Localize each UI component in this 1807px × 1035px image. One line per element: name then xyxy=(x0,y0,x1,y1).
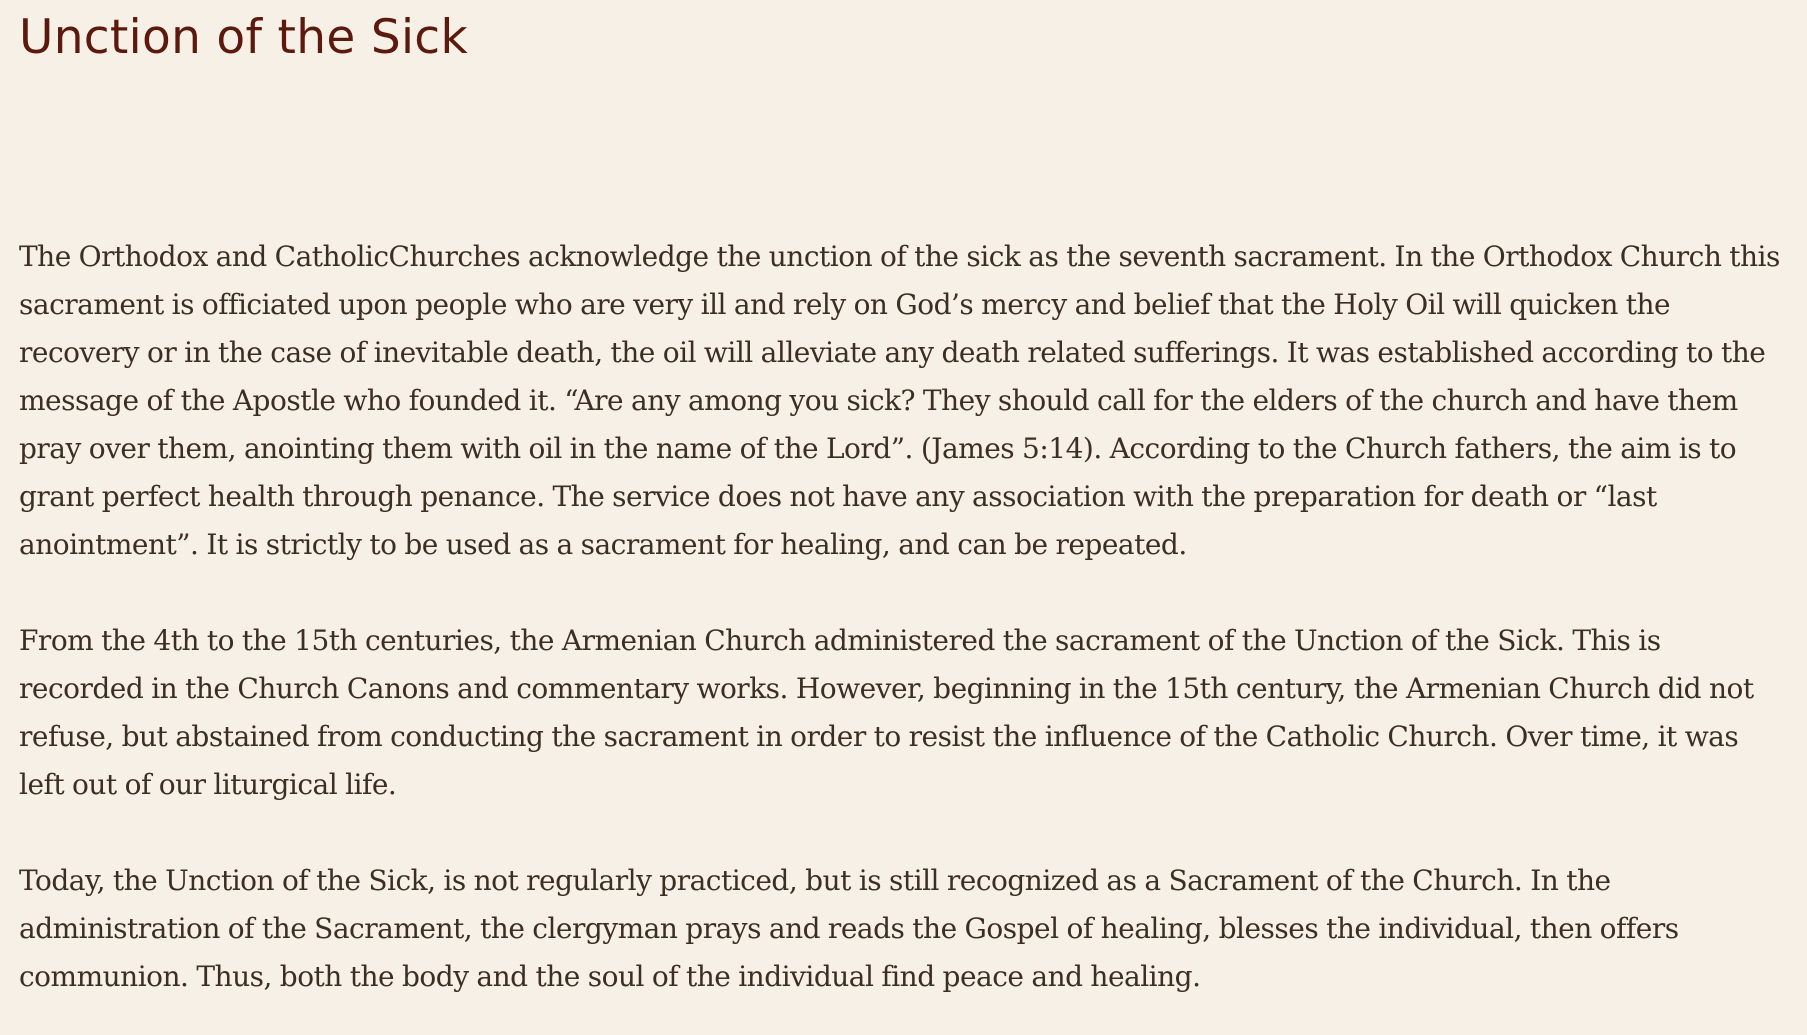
page-title: Unction of the Sick xyxy=(19,10,468,65)
paragraph-orthodox-catholic: The Orthodox and CatholicChurches acknowledge the unction of the sick as the seventh sacrament. In the Orthodox Church this sacrament is officiated upon people who are very ill and rely on God’s mercy and belief that the Holy Oil will quicken the recovery or in the case of inevitable death, the oil will alleviate any death related sufferings. It was established according to the message of the Apostle who founded it. “Are any among you sick? They should call for the elders of the church and have them pray over them, anointing them with oil in the name of the Lord”. (James 5:14). According to the Church fathers, the aim is to grant perfect health through penance. The service does not have any association with the preparation for death or “last anointment”. It is strictly to be used as a sacrament for healing, and can be repeated. xyxy=(19,240,1780,561)
paragraph-armenian-history: From the 4th to the 15th centuries, the Armenian Church administered the sacrament of the Unction of the Sick. This is recorded in the Church Canons and commentary works. However, beginning in the 15th century, the Armenian Church did not refuse, but abstained from conducting the sacrament in order to resist the influence of the Catholic Church. Over time, it was left out of our liturgical life. xyxy=(19,624,1754,801)
paragraph-today: Today, the Unction of the Sick, is not regularly practiced, but is still recognized as a Sacrament of the Church. In the administration of the Sacrament, the clergyman prays and reads the Gospel of healing, blesses the individual, then offers communion. Thus, both the body and the soul of the individual find peace and healing. xyxy=(19,864,1679,993)
article-body xyxy=(19,233,1788,1001)
